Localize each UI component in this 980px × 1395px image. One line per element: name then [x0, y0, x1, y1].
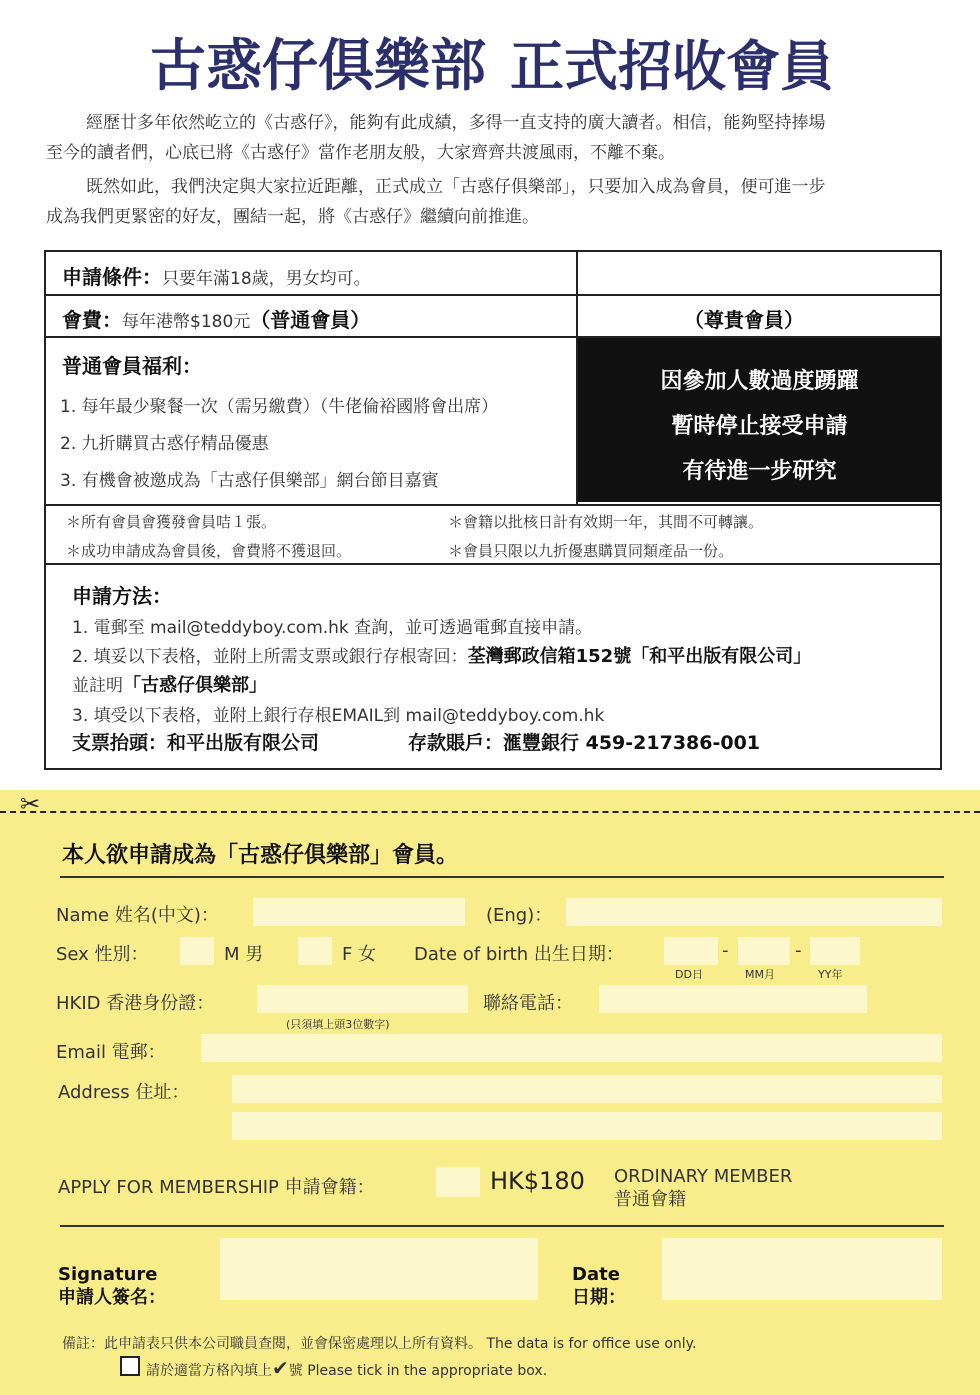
signature-label-en: Signature: [58, 1264, 158, 1285]
address-field-line1[interactable]: [232, 1075, 942, 1103]
club-name: 「古惑仔俱樂部」: [123, 675, 267, 696]
dob-day-field[interactable]: [664, 937, 718, 965]
note: ＊成功申請成為會員後，會費將不獲退回。: [66, 542, 352, 560]
remark-line: [146, 1356, 547, 1380]
divider: [60, 1225, 944, 1227]
page-subtitle: 正式招收會員: [510, 35, 834, 98]
condition-label: 申請條件：: [62, 265, 162, 289]
male-checkbox[interactable]: [180, 937, 214, 965]
date-field[interactable]: [662, 1238, 942, 1300]
premium-notice-line: 暫時停止接受申請: [671, 414, 848, 439]
benefit-item: 1. 每年最少聚餐一次（需另繳費）（牛佬倫裕國將會出席）: [60, 397, 499, 417]
premium-notice-line: 因參加人數過度踴躍: [660, 369, 859, 394]
fee-row: [62, 304, 370, 333]
cut-line: [0, 811, 980, 813]
mail-address: 荃灣郵政信箱152號「和平出版有限公司」: [467, 646, 812, 667]
remark-text: 號 Please tick in the appropriate box.: [288, 1363, 548, 1379]
address-field-line2[interactable]: [232, 1112, 942, 1140]
male-label: M 男: [224, 944, 264, 965]
signature-label-zh: 申請人簽名：: [58, 1287, 166, 1308]
membership-checkbox[interactable]: [436, 1167, 480, 1197]
method-line: 3. 填受以下表格，並附上銀行存根EMAIL到 mail@teddyboy.com.hk: [72, 706, 605, 726]
method-line-text: 2. 填妥以下表格，並附上所需支票或銀行存根寄回：: [72, 647, 468, 667]
dob-year-hint: YY年: [818, 968, 843, 981]
divider: [44, 563, 942, 565]
name-label: Name 姓名(中文)：: [56, 905, 219, 926]
dob-year-field[interactable]: [810, 937, 860, 965]
female-label: F 女: [342, 944, 377, 965]
name-english-field[interactable]: [566, 898, 942, 926]
hkid-hint: (只須填上頭3位數字): [286, 1018, 390, 1031]
method-line: [72, 642, 811, 668]
address-label: Address 住址：: [58, 1082, 190, 1103]
date-label-en: Date: [572, 1264, 620, 1285]
benefits-title: 普通會員福利：: [62, 354, 202, 378]
fee-type: （普通會員）: [250, 308, 371, 332]
fee-text: 每年港幣$180元: [122, 312, 251, 332]
intro-p2-line2: 成為我們更緊密的好友，團結一起，將《古惑仔》繼續向前推進。: [46, 207, 539, 227]
tick-icon: ✔: [272, 1356, 289, 1380]
method-title: 申請方法：: [72, 584, 172, 608]
membership-price: HK$180: [490, 1167, 585, 1195]
note: ＊會籍以批核日計有效期一年，其間不可轉讓。: [448, 513, 764, 531]
dob-month-field[interactable]: [738, 937, 790, 965]
email-field[interactable]: [201, 1034, 942, 1062]
remark-line: 備註：此申請表只供本公司職員查閱，並會保密處理以上所有資料。 The data is for office use only.: [62, 1336, 697, 1352]
eng-name-label: (Eng)：: [486, 905, 553, 926]
method-line-text: 並註明: [72, 676, 123, 696]
remark-text: 請於適當方格內填上: [146, 1363, 272, 1379]
email-label: Email 電郵：: [56, 1042, 166, 1063]
hkid-label: HKID 香港身份證：: [56, 993, 215, 1014]
divider: [60, 876, 944, 878]
premium-label: （尊貴會員）: [684, 308, 804, 332]
phone-field[interactable]: [599, 985, 867, 1013]
membership-type-en: ORDINARY MEMBER: [614, 1166, 793, 1187]
condition-text: 只要年滿18歲，男女均可。: [162, 269, 371, 289]
name-chinese-field[interactable]: [253, 898, 465, 926]
fee-label: 會費：: [62, 308, 122, 332]
dob-label: Date of birth 出生日期：: [414, 944, 624, 965]
scissors-icon: ✂: [20, 790, 41, 818]
dob-separator: -: [722, 940, 729, 961]
condition-row: [62, 261, 371, 290]
note: ＊所有會員會獲發會員咭１張。: [66, 513, 277, 531]
dob-separator: -: [795, 940, 802, 961]
bank-account: 存款賬戶：滙豐銀行 459-217386-001: [408, 732, 761, 754]
intro-p1-line1: 經歷廿多年依然屹立的《古惑仔》，能夠有此成績，多得一直支持的廣大讀者。相信，能夠堅持捧場: [86, 113, 826, 133]
sex-label: Sex 性別：: [56, 944, 149, 965]
premium-notice-line: 有待進一步研究: [682, 459, 837, 484]
note: ＊會員只限以九折優惠購買同類產品一份。: [448, 542, 734, 560]
divider: [44, 294, 942, 296]
female-checkbox[interactable]: [298, 937, 332, 965]
form-heading: 本人欲申請成為「古惑仔俱樂部」會員。: [62, 843, 459, 868]
intro-p1-line2: 至今的讀者們，心底已將《古惑仔》當作老朋友般，大家齊齊共渡風雨，不離不棄。: [46, 143, 675, 163]
dob-day-hint: DD日: [675, 968, 703, 981]
intro-p2-line1: 既然如此，我們決定與大家拉近距離，正式成立「古惑仔俱樂部」，只要加入成為會員，便可進一步: [86, 177, 826, 197]
benefit-item: 2. 九折購買古惑仔精品優惠: [60, 434, 269, 454]
method-line: [72, 671, 267, 697]
date-label-zh: 日期：: [572, 1287, 626, 1308]
membership-type-zh: 普通會籍: [614, 1189, 686, 1210]
premium-notice: [578, 338, 941, 502]
apply-label: APPLY FOR MEMBERSHIP 申請會籍：: [58, 1177, 375, 1198]
signature-field[interactable]: [220, 1238, 538, 1300]
method-line: 1. 電郵至 mail@teddyboy.com.hk 查詢，並可透過電郵直接申請。: [72, 618, 593, 638]
benefit-item: 3. 有機會被邀成為「古惑仔俱樂部」網台節目嘉賓: [60, 471, 439, 491]
divider: [44, 504, 942, 506]
page-title: 古惑仔俱樂部: [150, 34, 486, 99]
dob-month-hint: MM月: [745, 968, 775, 981]
checkbox-icon: [120, 1356, 140, 1376]
cheque-payee: 支票抬頭：和平出版有限公司: [72, 732, 320, 754]
hkid-field[interactable]: [257, 985, 468, 1013]
phone-label: 聯絡電話：: [483, 993, 573, 1014]
